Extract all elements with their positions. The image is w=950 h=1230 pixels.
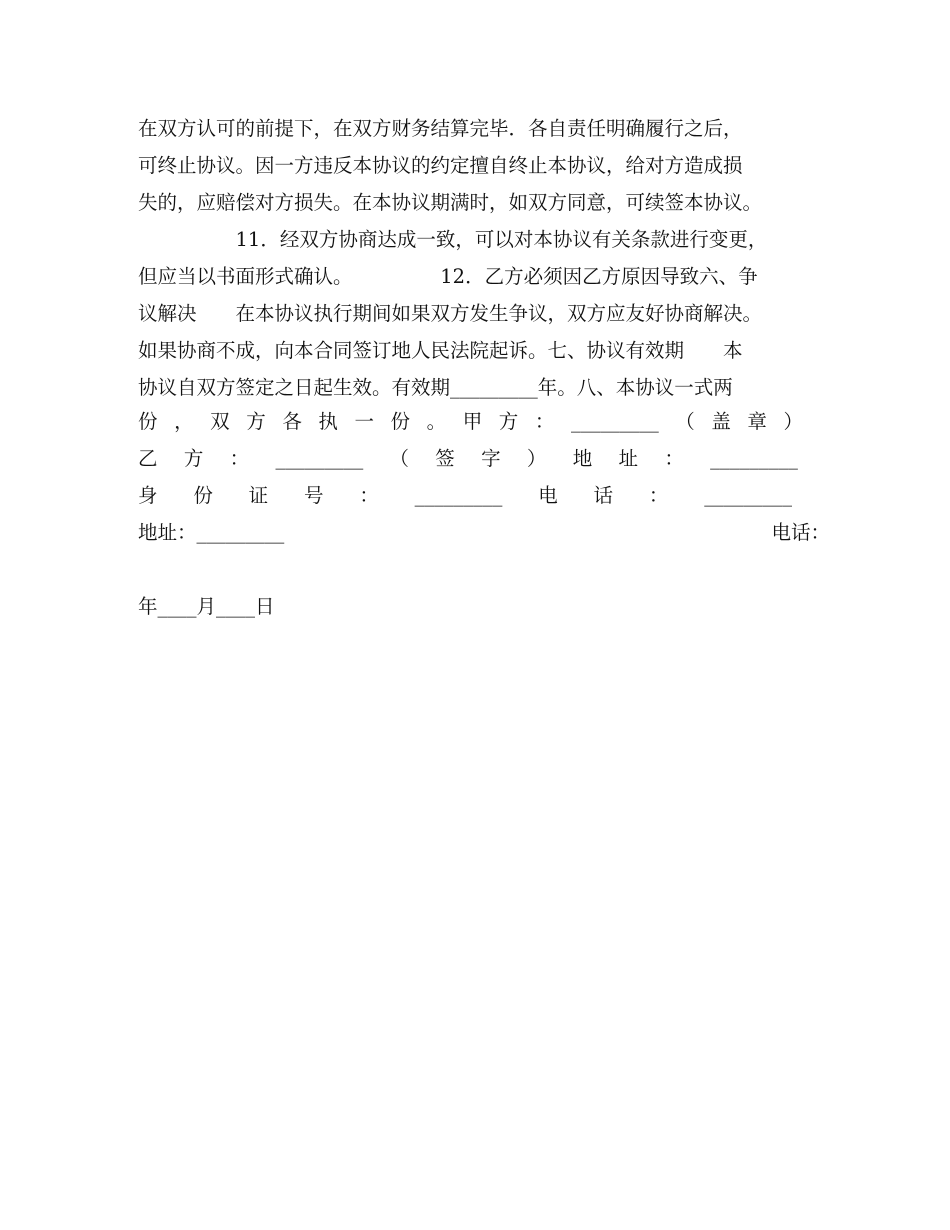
text-segment: （	[389, 447, 409, 470]
text-segment: 方	[183, 447, 204, 470]
blank-field: _________	[710, 447, 798, 470]
blank-field: _________	[414, 484, 503, 507]
text-segment: 方	[246, 410, 266, 433]
address-label: 地址：_________	[138, 521, 285, 544]
text-segment: ：	[359, 484, 379, 507]
signature-line-2	[138, 440, 798, 477]
text-segment: 份	[138, 410, 158, 433]
address-phone-line	[138, 514, 830, 551]
text-segment: ）	[783, 410, 803, 433]
body-line-5: 但应当以书面形式确认。 12．乙方必须因乙方原因导致六、争	[138, 265, 758, 288]
text-segment: 地	[572, 447, 593, 470]
date-line-2: 年____月____日	[138, 595, 275, 618]
body-line-4: 11．经双方协商达成一致，可以对本协议有关条款进行变更，	[138, 228, 768, 251]
text-segment: 证	[248, 484, 269, 507]
text-segment: 电	[538, 484, 558, 507]
text-segment: 盖	[711, 410, 731, 433]
text-segment: 话	[593, 484, 614, 507]
text-segment: 字	[481, 447, 501, 470]
blank-field: _________	[570, 410, 659, 433]
body-line-8: 协议自双方签定之日起生效。有效期_________年。八、本协议一式两	[138, 376, 733, 399]
body-line-6: 议解决 在本协议执行期间如果双方发生争议，双方应友好协商解决。	[138, 302, 763, 325]
body-line-7: 如果协商不成，向本合同签订地人民法院起诉。七、协议有效期 本	[138, 339, 743, 362]
text-segment: 甲	[462, 410, 483, 433]
text-segment: 号	[303, 484, 324, 507]
body-line-1: 在双方认可的前提下，在双方财务结算完毕．各自责任明确履行之后，	[138, 117, 743, 140]
text-segment: 乙	[138, 447, 158, 470]
phone-label: 电话：	[771, 521, 830, 544]
text-segment: 双	[210, 410, 230, 433]
signature-line-1	[138, 403, 803, 440]
signature-line-3	[138, 477, 792, 514]
text-segment: 份	[193, 484, 213, 507]
text-segment: ）	[526, 447, 547, 470]
text-segment: 身	[138, 484, 158, 507]
text-segment: ，	[174, 410, 194, 433]
text-segment: 址	[618, 447, 639, 470]
text-segment: ：	[534, 410, 555, 433]
text-segment: ：	[664, 447, 684, 470]
text-segment: ：	[229, 447, 250, 470]
text-segment: 份	[390, 410, 411, 433]
text-segment: 执	[318, 410, 338, 433]
text-segment: 签	[435, 447, 455, 470]
body-line-3: 失的，应赔偿对方损失。在本协议期满时，如双方同意，可续签本协议。	[138, 191, 763, 214]
text-segment: 章	[747, 410, 767, 433]
body-line-2: 可终止协议。因一方违反本协议的约定擅自终止本协议，给对方造成损	[138, 154, 743, 177]
text-segment: 一	[354, 410, 374, 433]
blank-field: _________	[704, 484, 792, 507]
text-segment: （	[675, 410, 695, 433]
date-line	[138, 551, 828, 588]
text-segment: 各	[282, 410, 302, 433]
blank-field: _________	[275, 447, 364, 470]
text-segment: ：	[648, 484, 669, 507]
text-segment: 。	[426, 410, 447, 433]
text-segment: 方	[498, 410, 519, 433]
